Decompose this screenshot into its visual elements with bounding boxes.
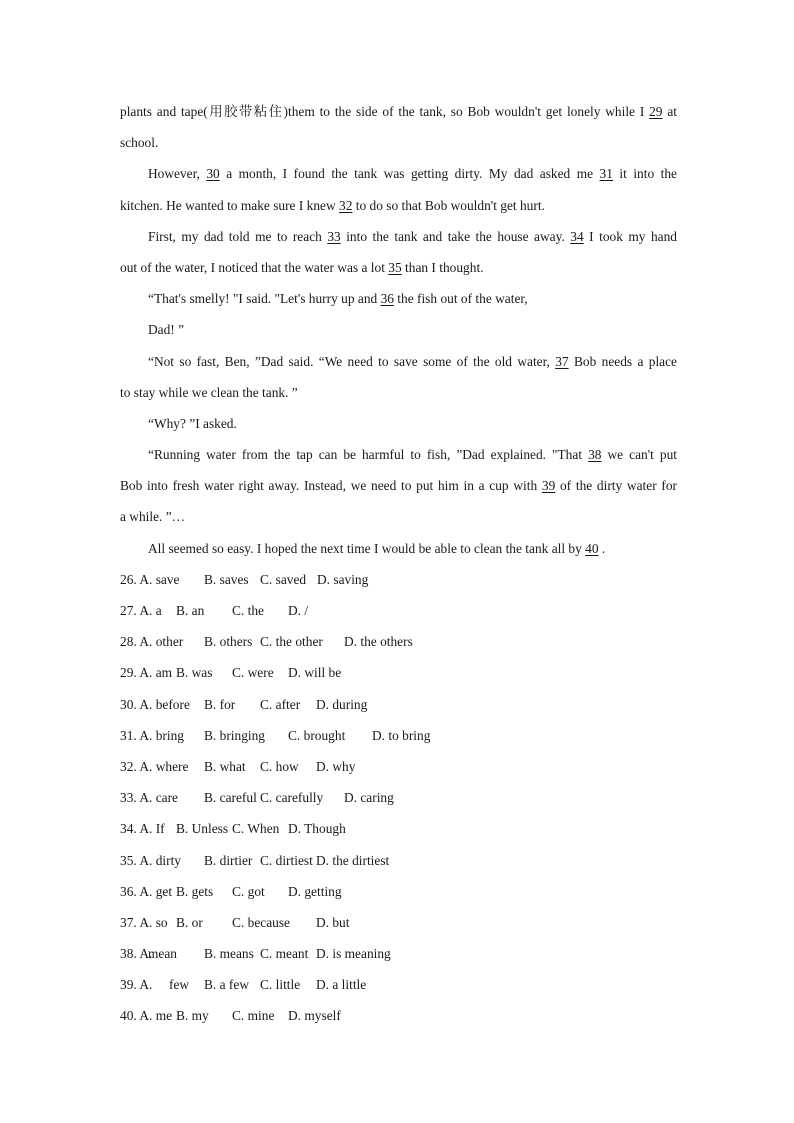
- option-a: 30. A. before: [120, 696, 190, 712]
- option-c: C. the other: [260, 634, 323, 650]
- passage-line: [120, 162, 677, 193]
- text: Bob into fresh water right away. Instead, we need to put him in a cup with: [120, 478, 542, 494]
- question-item: [120, 849, 677, 880]
- option-a: 38. A.: [120, 946, 153, 962]
- option-d: D. but: [316, 914, 350, 930]
- text: All seemed so easy. I hoped the next time I would be able to clean the tank all by: [148, 540, 586, 556]
- option-c: C. saved: [260, 571, 307, 587]
- text: of the dirty water for: [555, 478, 677, 494]
- blank-number: 37: [555, 353, 569, 369]
- option-a: 37. A. so: [120, 914, 168, 930]
- blank-number: 36: [380, 291, 394, 307]
- blank-number: 33: [327, 228, 341, 244]
- option-c: C. because: [232, 914, 291, 930]
- option-a: 34. A. If: [120, 821, 165, 837]
- option-d: D. getting: [288, 883, 342, 899]
- text: “Running water from the tap can be harmful to fish, ”Dad explained. "That: [148, 447, 589, 463]
- question-item: [120, 630, 677, 661]
- text: I took my hand: [583, 228, 678, 244]
- question-item: [120, 786, 677, 817]
- option-d: D. why: [316, 758, 356, 774]
- option-c: C. dirtiest: [260, 852, 313, 868]
- option-c: C. the: [232, 603, 264, 618]
- question-item: [120, 755, 677, 786]
- document-page: [120, 100, 677, 1036]
- text: Dad! ”: [148, 322, 185, 338]
- text: a month, I found the tank was getting dirty. My dad asked me: [219, 166, 600, 182]
- passage-line: [120, 443, 677, 474]
- blank-number: 30: [206, 166, 220, 182]
- option-d: D. myself: [288, 1008, 341, 1024]
- option-a-text: mean: [148, 946, 177, 962]
- text: than I thought.: [401, 259, 484, 275]
- option-d: D. /: [288, 603, 309, 618]
- option-d: D. a little: [316, 977, 367, 993]
- option-c: C. how: [260, 758, 299, 774]
- passage-line: [120, 412, 677, 443]
- question-item: [120, 568, 677, 599]
- option-c: C. carefully: [260, 790, 324, 806]
- option-a: 32. A. where: [120, 758, 189, 774]
- option-b: B. or: [176, 914, 203, 930]
- option-b: B. Unless: [176, 821, 229, 837]
- text: “Not so fast, Ben, ”Dad said. “We need to save some of the old water,: [148, 353, 556, 369]
- text: “That's smelly! "I said. "Let's hurry up and: [148, 291, 381, 307]
- text: to do so that Bob wouldn't get hurt.: [352, 197, 545, 213]
- option-a: 40. A. me: [120, 1008, 173, 1024]
- option-b: B. what: [204, 758, 246, 774]
- question-item: [120, 817, 677, 848]
- question-item: [120, 661, 677, 692]
- question-item: [120, 973, 677, 1004]
- option-d: D. saving: [317, 571, 369, 587]
- passage-line: [120, 537, 677, 568]
- option-d: D. Though: [288, 821, 346, 837]
- question-item: [120, 942, 677, 973]
- passage-line: [120, 194, 677, 225]
- question-item: [120, 693, 677, 724]
- option-a: 31. A. bring: [120, 727, 184, 743]
- option-c: C. after: [260, 696, 301, 712]
- question-item: [120, 880, 677, 911]
- option-b: B. for: [204, 696, 236, 712]
- option-b: B. bringing: [204, 727, 266, 743]
- option-b: B. my: [176, 1008, 209, 1024]
- text: the fish out of the water,: [393, 291, 528, 307]
- option-b: B. means: [204, 946, 254, 962]
- blank-number: 39: [541, 478, 556, 494]
- option-d: D. to bring: [372, 727, 431, 743]
- text: we can't put: [601, 447, 677, 463]
- blank-number: 34: [570, 228, 584, 244]
- text: Bob needs a place: [568, 353, 677, 369]
- blank-number: 40: [585, 540, 599, 556]
- text: a while. ”…: [120, 509, 186, 525]
- text: school.: [120, 135, 159, 151]
- option-a: 29. A. am: [120, 665, 173, 681]
- question-item: [120, 1004, 677, 1035]
- option-a: 27. A. a: [120, 603, 162, 618]
- text: kitchen. He wanted to make sure I knew: [120, 197, 340, 213]
- text: First, my dad told me to reach: [148, 228, 328, 244]
- option-d: D. the others: [344, 634, 413, 650]
- option-a-text: few: [169, 977, 190, 993]
- option-a: 26. A. save: [120, 571, 180, 587]
- option-c: C. mine: [232, 1008, 275, 1024]
- passage-line: [120, 131, 677, 162]
- passage-line: [120, 381, 677, 412]
- passage-line: [120, 100, 677, 131]
- option-b: B. others: [204, 634, 253, 650]
- passage-line: [120, 505, 677, 536]
- option-c: C. When: [232, 821, 280, 837]
- option-d: D. caring: [344, 790, 394, 806]
- option-b: B. dirtier: [204, 852, 253, 868]
- option-c: C. got: [232, 883, 265, 899]
- option-b: B. a few: [204, 977, 249, 993]
- option-c: C. little: [260, 977, 301, 993]
- option-a: 28. A. other: [120, 634, 184, 650]
- text: “Why? ”I asked.: [148, 415, 237, 431]
- blank-number: 38: [588, 447, 602, 463]
- option-a: 39. A.: [120, 977, 153, 993]
- text: .: [598, 540, 606, 556]
- text: However,: [148, 166, 207, 182]
- option-a: 35. A. dirty: [120, 852, 182, 868]
- option-a: 36. A. get: [120, 883, 173, 899]
- option-c: C. meant: [260, 946, 309, 962]
- option-d: D. is meaning: [316, 946, 391, 962]
- passage-line: [120, 350, 677, 381]
- question-item: [120, 724, 677, 755]
- option-d: D. during: [316, 696, 368, 712]
- passage-line: [120, 474, 677, 505]
- blank-number: 29: [649, 104, 663, 119]
- option-b: B. saves: [204, 571, 249, 587]
- blank-number: 31: [599, 166, 613, 182]
- option-d: D. will be: [288, 665, 342, 681]
- passage-line: [120, 225, 677, 256]
- text: to stay while we clean the tank. ”: [120, 384, 298, 400]
- option-c: C. were: [232, 665, 274, 681]
- option-b: B. an: [176, 603, 205, 618]
- passage-line: [120, 256, 677, 287]
- option-b: B. careful: [204, 790, 257, 806]
- option-c: C. brought: [288, 727, 346, 743]
- text: out of the water, I noticed that the water was a lot: [120, 259, 389, 275]
- text: it into the: [612, 166, 677, 182]
- passage-line: [120, 287, 677, 318]
- question-item: [120, 911, 677, 942]
- text: into the tank and take the house away.: [340, 228, 571, 244]
- blank-number: 35: [388, 259, 402, 275]
- option-b: B. gets: [176, 883, 214, 899]
- option-a: 33. A. care: [120, 790, 179, 806]
- passage-line: [120, 318, 677, 349]
- question-item: [120, 599, 677, 630]
- blank-number: 32: [339, 197, 353, 213]
- option-b: B. was: [176, 665, 213, 681]
- text: plants and tape(用胶带粘住)them to the side of the tank, so Bob wouldn't get lonely while I: [120, 104, 650, 119]
- text: at: [662, 104, 677, 119]
- option-d: D. the dirtiest: [316, 852, 390, 868]
